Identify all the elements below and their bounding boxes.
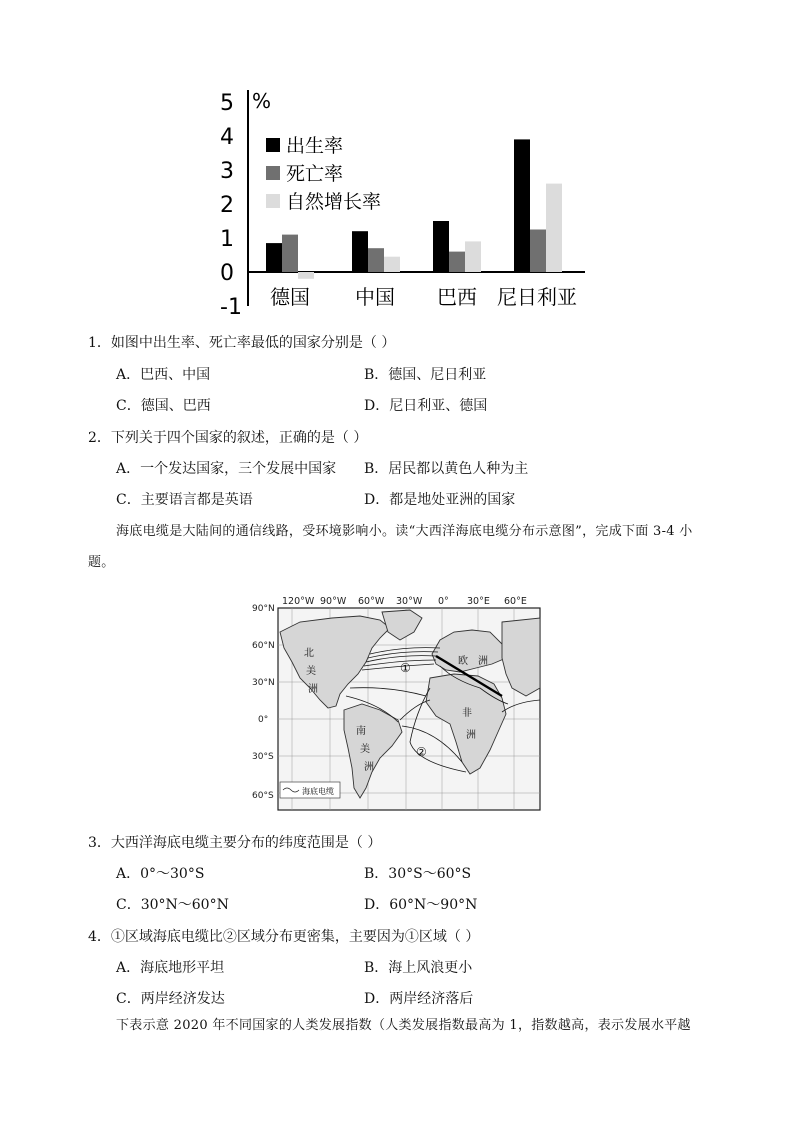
label-south-america: 南 (356, 726, 366, 737)
map-lon-label: 30°W (396, 596, 423, 607)
map-lon-label: 120°W (282, 596, 315, 607)
map-lat-label: 30°S (252, 752, 274, 762)
label-north-america: 洲 (308, 684, 318, 695)
question-3-option-b[interactable]: B．30°S～60°S (364, 866, 472, 882)
label-europe: 欧 洲 (458, 656, 488, 667)
label-north-america: 北 (304, 648, 314, 659)
bar-death-3 (530, 230, 546, 273)
atlantic-cable-map (240, 592, 550, 814)
x-tick-label: 中国 (355, 285, 395, 309)
bar-death-1 (368, 248, 384, 272)
bar-birth-1 (352, 231, 368, 272)
label-africa: 非 (462, 708, 472, 719)
map-lon-label: 0° (438, 596, 449, 607)
label-africa: 洲 (466, 730, 476, 741)
y-tick-label: 5 (220, 91, 234, 116)
legend-swatch (266, 138, 280, 152)
y-tick-label: 0 (220, 261, 234, 286)
question-1-option-d[interactable]: D．尼日利亚、德国 (364, 398, 488, 414)
label-south-america: 美 (360, 744, 370, 755)
bar-growth-0 (298, 272, 314, 279)
question-4-option-d[interactable]: D．两岸经济落后 (364, 991, 474, 1007)
map-lat-label: 0° (258, 715, 269, 725)
map-legend-label: 海底电缆 (302, 787, 334, 796)
map-lat-label: 90°N (252, 604, 275, 614)
map-lon-label: 90°W (320, 596, 347, 607)
question-4-option-a[interactable]: A．海底地形平坦 (116, 960, 225, 976)
question-2-option-c[interactable]: C．主要语言都是英语 (116, 492, 253, 508)
y-tick-label: 1 (220, 227, 234, 252)
x-axis-labels (270, 285, 577, 309)
legend-swatch (266, 166, 280, 180)
bar-birth-2 (433, 221, 449, 272)
bar-birth-3 (514, 139, 530, 272)
legend-label: 死亡率 (286, 163, 344, 185)
bar-growth-1 (384, 257, 400, 272)
question-3-option-c[interactable]: C．30°N～60°N (116, 897, 229, 913)
question-2-option-d[interactable]: D．都是地处亚洲的国家 (364, 492, 516, 508)
question-4-stem: 4．①区域海底电缆比②区域分布更密集，主要因为①区域（ ） (88, 929, 480, 945)
bar-death-0 (282, 235, 298, 272)
question-1-stem: 1．如图中出生率、死亡率最低的国家分别是（ ） (88, 335, 396, 351)
map-lat-label: 60°N (252, 641, 275, 651)
map-lon-label: 60°E (504, 596, 527, 607)
y-unit-label: % (252, 89, 272, 113)
question-3-option-a[interactable]: A．0°～30°S (116, 866, 205, 882)
y-tick-label: 2 (220, 193, 234, 218)
map-lat-label: 30°N (252, 678, 275, 688)
y-tick-label: 3 (220, 159, 234, 184)
question-1-option-b[interactable]: B．德国、尼日利亚 (364, 367, 487, 383)
region-2-marker: ② (416, 745, 427, 759)
legend-swatch (266, 194, 280, 208)
bar-growth-2 (465, 241, 481, 272)
legend (266, 135, 381, 213)
bar-death-2 (449, 252, 465, 272)
x-tick-label: 尼日利亚 (497, 285, 577, 309)
map-lon-label: 30°E (467, 596, 490, 607)
y-tick-label: 4 (220, 125, 234, 150)
question-2-option-a[interactable]: A．一个发达国家，三个发展中国家 (116, 461, 337, 477)
passage-submarine-cable: 海底电缆是大陆间的通信线路，受环境影响小。读“大西洋海底电缆分布示意图”，完成下面 3-4 小题。 (88, 524, 693, 570)
x-tick-label: 巴西 (437, 285, 477, 309)
legend-label: 自然增长率 (286, 191, 382, 213)
label-north-america: 美 (306, 666, 316, 677)
question-2-stem: 2．下列关于四个国家的叙述，正确的是（ ） (88, 430, 368, 446)
y-tick-label: -1 (220, 295, 242, 320)
x-tick-label: 德国 (270, 285, 310, 309)
question-4-option-b[interactable]: B．海上风浪更小 (364, 960, 473, 976)
legend-label: 出生率 (286, 135, 344, 157)
passage-hdi: 下表示意 2020 年不同国家的人类发展指数（人类发展指数最高为 1，指数越高，表示发展水平越 (116, 1018, 691, 1033)
label-south-america: 洲 (364, 762, 374, 773)
region-1-marker: ① (400, 661, 411, 675)
question-1-option-a[interactable]: A．巴西、中国 (116, 367, 211, 383)
bar-growth-3 (546, 184, 562, 272)
question-3-option-d[interactable]: D．60°N～90°N (364, 897, 478, 913)
question-1-option-c[interactable]: C．德国、巴西 (116, 398, 211, 414)
map-lon-label: 60°W (358, 596, 385, 607)
bar-birth-0 (266, 243, 282, 272)
question-3-stem: 3．大西洋海底电缆主要分布的纬度范围是（ ） (88, 835, 382, 851)
map-lat-label: 60°S (252, 791, 274, 801)
population-rate-chart (200, 80, 600, 320)
question-4-option-c[interactable]: C．两岸经济发达 (116, 991, 225, 1007)
question-2-option-b[interactable]: B．居民都以黄色人种为主 (364, 461, 529, 477)
